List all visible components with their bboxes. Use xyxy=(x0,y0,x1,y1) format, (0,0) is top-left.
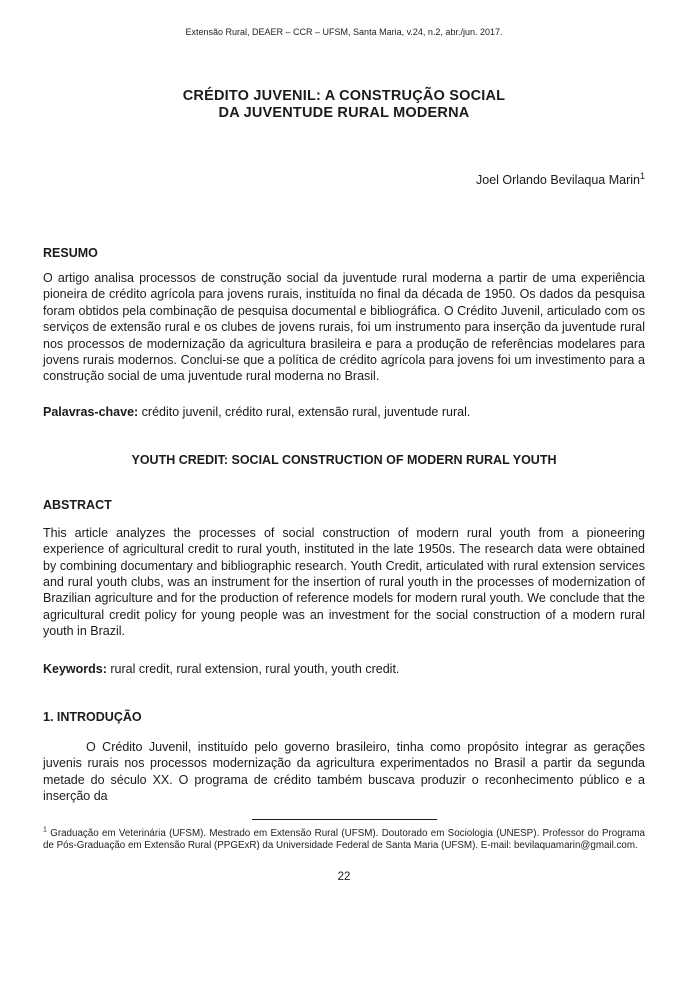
page-number: 22 xyxy=(337,871,351,884)
english-title: YOUTH CREDIT: SOCIAL CONSTRUCTION OF MODERN RURAL YOUTH xyxy=(131,452,557,467)
abstract-heading: ABSTRACT xyxy=(43,497,112,512)
article-title-line2: DA JUVENTUDE RURAL MODERNA xyxy=(218,104,470,121)
journal-header: Extensão Rural, DEAER – CCR – UFSM, Santa Maria, v.24, n.2, abr./jun. 2017. xyxy=(185,27,503,37)
author-name: Joel Orlando Bevilaqua Marin xyxy=(476,173,640,187)
author-line xyxy=(43,172,645,188)
keywords-line xyxy=(43,661,645,677)
introduction-paragraph: O Crédito Juvenil, instituído pelo governo brasileiro, tinha como propósito integrar as gerações juvenis rurais nos processos modernização da agricultura experimentados no Brasil a partir da segunda metade do século XX. O programa de crédito também buscava produzir o reconhecimento público e a inserção da xyxy=(43,739,645,803)
resumo-heading: RESUMO xyxy=(43,246,98,260)
introduction-heading: 1. INTRODUÇÃO xyxy=(43,709,142,724)
footnote-separator xyxy=(252,819,437,820)
article-title xyxy=(43,88,645,121)
keywords-label: Keywords: xyxy=(43,661,107,676)
footnote-ref: 1 xyxy=(43,827,47,835)
footnote-text: Graduação em Veterinária (UFSM). Mestrado em Extensão Rural (UFSM). Doutorado em Sociologia (UNESP). Professor do Programa de Pós-Graduação em Extensão Rural (PPGExR) da Universidade Federal de Santa Maria (UFSM). E-mail: bevilaquamarin@gmail.com. xyxy=(43,828,645,852)
palavras-chave-label: Palavras-chave: xyxy=(43,404,139,419)
keywords-list: rural credit, rural extension, rural youth, youth credit. xyxy=(106,661,400,676)
palavras-chave-list: crédito juvenil, crédito rural, extensão rural, juventude rural. xyxy=(138,404,471,419)
article-title-line1: CRÉDITO JUVENIL: A CONSTRUÇÃO SOCIAL xyxy=(182,88,506,104)
abstract-paragraph: This article analyzes the processes of social construction of modern rural youth from a pioneering experience of agricultural credit to rural youth, instituted in the late 1950s. The research data were obtained by combining documentary and bibliographic research. Youth Credit, articulated with rural extension services and rural youth clubs, was an instrument for the insertion of rural youth in the processes of modernization of Brazilian agriculture and for the production of reference models for modern rural youth. We conclude that the agricultural credit policy for young people was an investment for the social construction of a modern rural youth in Brazil. xyxy=(43,525,645,639)
author-footnote-ref: 1 xyxy=(639,170,645,181)
resumo-paragraph: O artigo analisa processos de construção social da juventude rural moderna a partir de uma experiência pioneira de crédito agrícola para jovens rurais, instituída no final da década de 1950. Os dados da pesquisa foram obtidos pela combinação de pesquisa documental e bibliográfica. O Crédito Juvenil, articulado com os serviços de extensão rural e os clubes de jovens rurais, foi um instrumento para inserção da juventude rural nos processos de modernização da agricultura brasileira e para a produção de referências modelares para jovens rurais modernos. Conclui-se que a política de crédito agrícola para jovens foi um investimento para a construção social de uma juventude rural moderna no Brasil. xyxy=(43,271,645,384)
footnote xyxy=(43,828,645,852)
palavras-chave-line xyxy=(43,404,645,420)
